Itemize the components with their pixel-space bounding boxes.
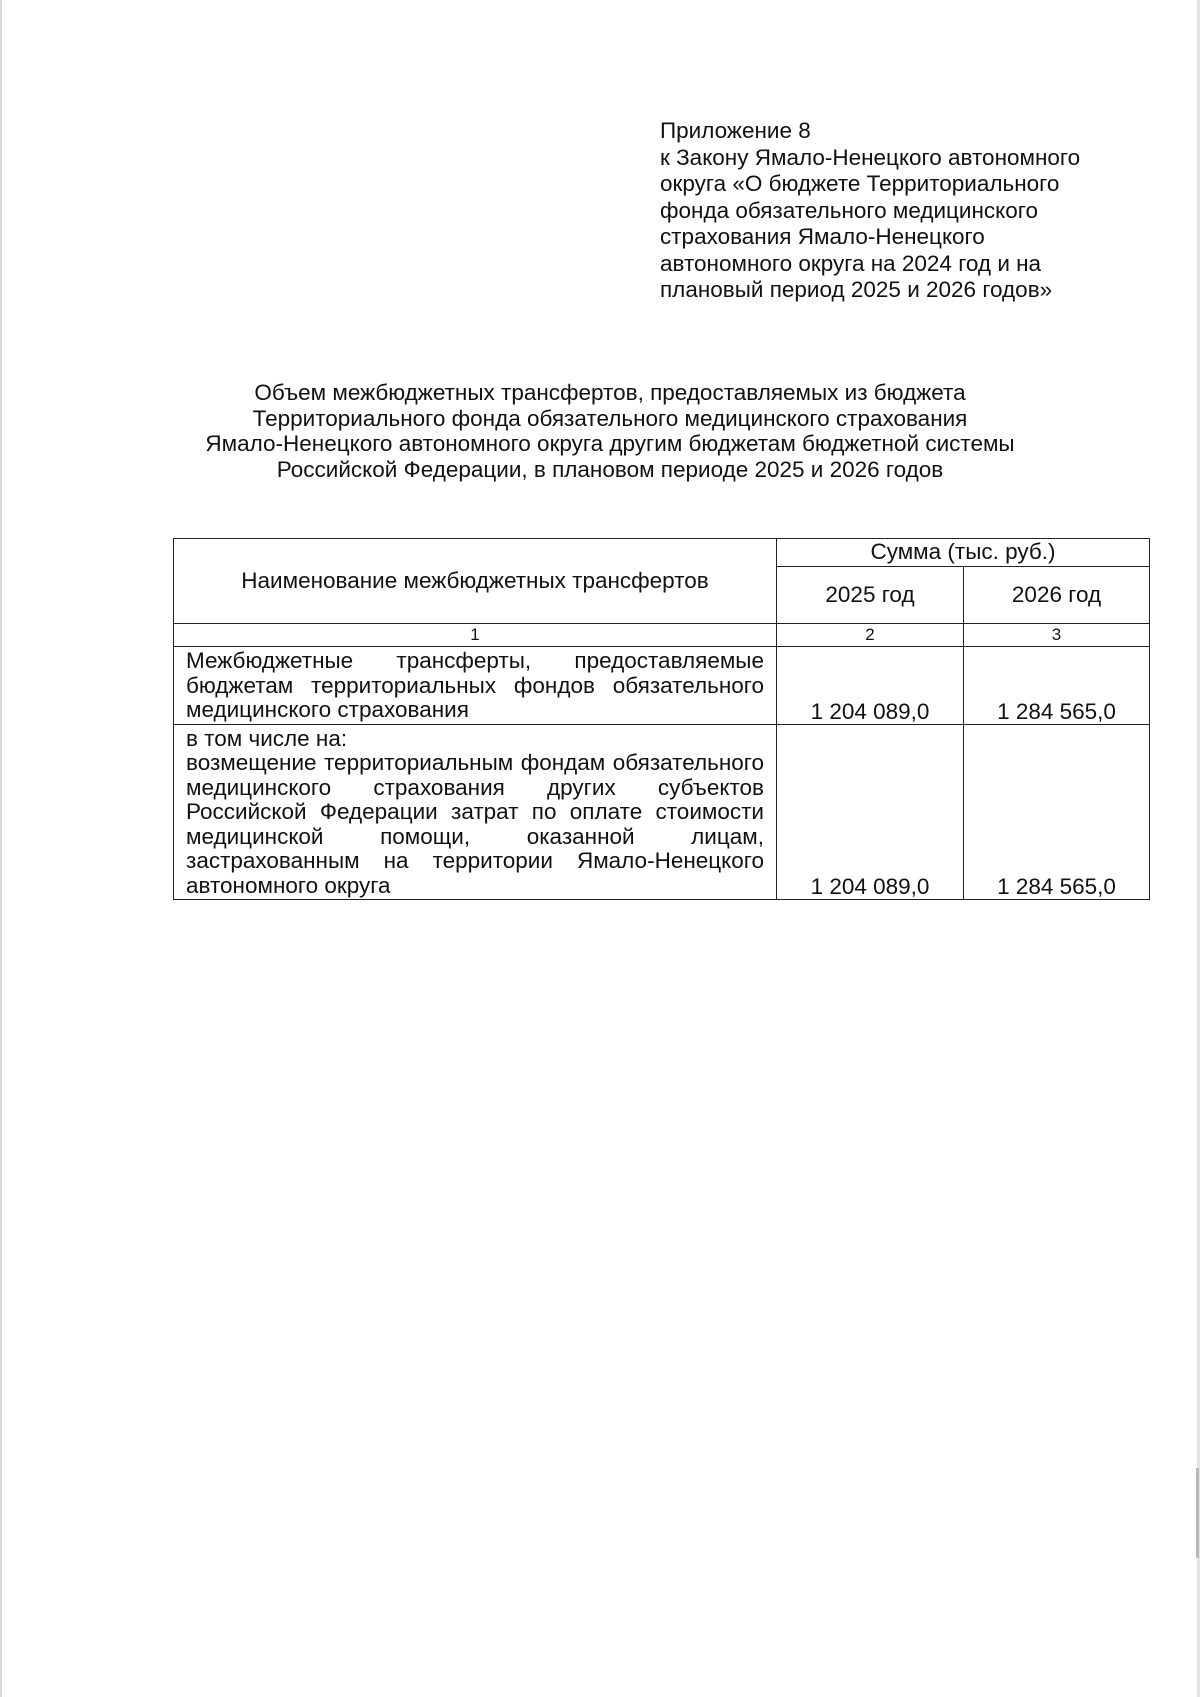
appendix-reference: [660, 118, 1130, 304]
table-row: [174, 724, 1150, 900]
table-header-row: [174, 539, 1150, 567]
header-year-2025: 2025 год: [777, 566, 964, 623]
row-name-intro: в том числе на:: [186, 725, 348, 751]
row-name-cell: [174, 724, 777, 900]
scan-edge-mark: [1196, 1468, 1199, 1558]
row-name: Межбюджетные трансферты, предоставляемые бюджетам территориальных фондов обязательного медицинского страхования: [174, 647, 777, 725]
column-number: 2: [777, 624, 964, 647]
appendix-line: плановый период 2025 и 2026 годов»: [660, 277, 1053, 302]
scan-edge-left: [0, 0, 2, 1697]
column-number: 3: [964, 624, 1150, 647]
row-name: возмещение территориальным фондам обязательного медицинского страхования других субъектов Российской Федерации затрат по оплате стоимости медицинской помощи, оказанной лицам, застрахованным на территории Ямало-Ненецкого автономного округа: [186, 750, 764, 898]
header-year-2026: 2026 год: [964, 566, 1150, 623]
title-line: Территориального фонда обязательного медицинского страхования: [252, 405, 968, 431]
appendix-line: страхования Ямало-Ненецкого: [660, 224, 985, 249]
column-numbers-row: [174, 624, 1150, 647]
appendix-line: к Закону Ямало-Ненецкого автономного: [660, 144, 1081, 170]
title-line: Ямало-Ненецкого автономного округа другим бюджетам бюджетной системы: [205, 431, 1015, 456]
column-number: 1: [174, 624, 777, 647]
appendix-line: автономного округа на 2024 год и на: [660, 250, 1042, 276]
transfers-table: [173, 538, 1150, 900]
title-line: Объем межбюджетных трансфертов, предоставляемых из бюджета: [254, 380, 966, 405]
table-row: [174, 647, 1150, 725]
document-title: [150, 380, 1070, 482]
row-value-2025: 1 204 089,0: [777, 724, 964, 900]
appendix-line: Приложение 8: [660, 118, 811, 143]
header-transfer-name: Наименование межбюджетных трансфертов: [174, 539, 777, 624]
title-line: Российской Федерации, в плановом периоде 2025 и 2026 годов: [276, 456, 944, 482]
row-value-2025: 1 204 089,0: [777, 647, 964, 725]
appendix-line: фонда обязательного медицинского: [660, 197, 1039, 223]
header-sum: Сумма (тыс. руб.): [777, 539, 1150, 567]
row-value-2026: 1 284 565,0: [964, 724, 1150, 900]
row-value-2026: 1 284 565,0: [964, 647, 1150, 725]
appendix-line: округа «О бюджете Территориального: [660, 171, 1060, 196]
